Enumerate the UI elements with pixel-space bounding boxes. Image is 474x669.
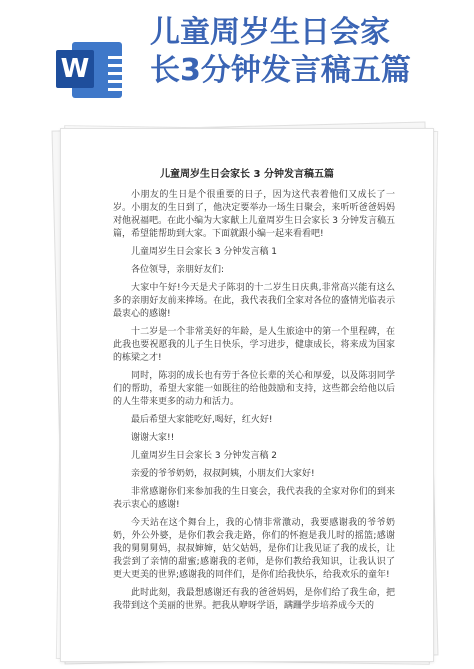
title-line-2: 长3分钟发言稿五篇: [150, 53, 411, 88]
paragraph: 各位领导，亲朋好友们:: [131, 265, 225, 275]
paragraph: 儿童周岁生日会家长 3 分钟发言稿 2: [131, 451, 278, 461]
paragraph: 十二岁是一个非常美好的年龄，是人生旅途中的第一个里程碑，在此我也要祝愿我的儿子生日快乐，学习进步，健康成长，将来成为国家的栋梁之才!: [113, 327, 395, 363]
paragraph: 最后希望大家能吃好,喝好，红火好!: [131, 415, 273, 425]
document-title: 儿童周岁生日会家长 3 分钟发言稿五篇: [160, 169, 334, 180]
paragraph: 今天站在这个舞台上，我的心情非常激动，我要感谢我的爷爷奶奶，外公外婆，是你们教会我走路，你们的怀抱是我儿时的摇篮;感谢我的舅舅舅妈，叔叔婶婶，姑父姑妈，是你们让我见证了我的成长，让我尝到了亲情的甜蜜;感谢我的老师，是你们教给我知识，让我认识了更大更美的世界;感谢我的同伴们，是你们给我快乐，给我欢乐的童年!: [113, 518, 395, 580]
word-document-icon: [56, 40, 124, 100]
paragraph: 小朋友的生日是个很重要的日子，因为这代表着他们又成长了一岁。小朋友的生日到了，他决定要举办一场生日聚会，来听听爸爸妈妈对他祝福吧。在此小编为大家献上儿童周岁生日会家长 3 分钟发言稿五篇，希望能帮助到大家。下面就跟小编一起来看看吧!: [113, 190, 395, 239]
paragraph: 谢谢大家!!: [131, 433, 175, 443]
word-icon-letter: W: [56, 50, 94, 88]
header-banner: [0, 0, 474, 112]
paragraph: 儿童周岁生日会家长 3 分钟发言稿 1: [131, 247, 278, 257]
document-body: [113, 189, 395, 618]
document-preview[interactable]: [60, 128, 434, 662]
paragraph: 此时此刻，我最想感谢还有我的爸爸妈妈，是你们给了我生命，把我带到这个美丽的世界。把我从咿呀学语，蹒跚学步培养成今天的: [113, 588, 395, 611]
paragraph: 同时，陈羽的成长也有劳于各位长辈的关心和厚爱，以及陈羽同学们的帮助，希望大家能一如既往的给他鼓励和支持，这些都会给他以后的人生带来更多的动力和活力。: [113, 371, 395, 407]
paragraph: 非常感谢你们来参加我的生日宴会，我代表我的全家对你们的到来表示衷心的感谢!: [113, 487, 395, 510]
paragraph: 亲爱的爷爷奶奶，叔叔阿姨，小朋友们大家好!: [131, 469, 315, 479]
title-line-1: 儿童周岁生日会家: [150, 15, 390, 50]
word-icon-lines: [108, 56, 134, 96]
paragraph: 大家中午好!今天是犬子陈羽的十二岁生日庆典,非常高兴能有这么多的亲朋好友前来捧场。在此，我代表我们全家对各位的盛情光临表示最衷心的感谢!: [113, 283, 395, 319]
page-title: [150, 14, 470, 90]
